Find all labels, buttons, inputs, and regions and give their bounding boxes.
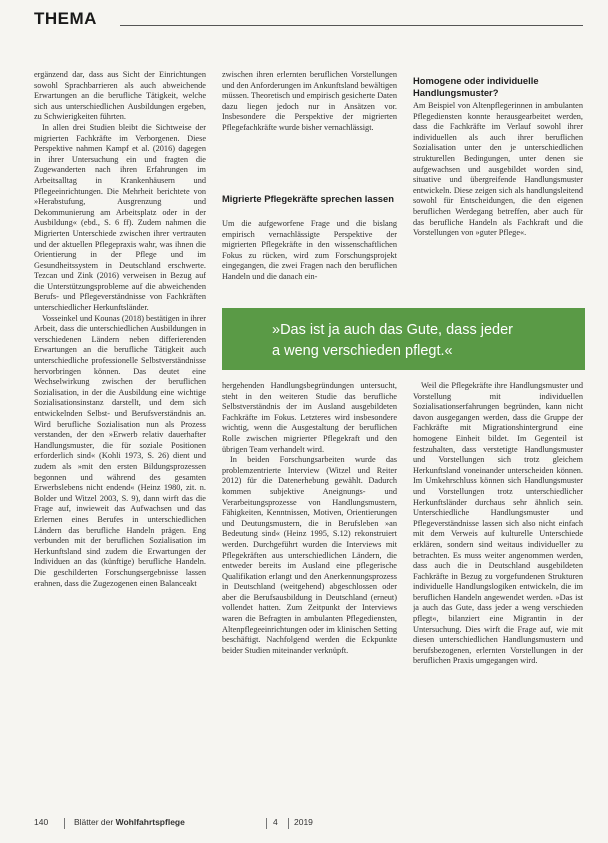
footer-divider — [288, 818, 289, 829]
text-column-2-mid — [222, 219, 397, 301]
journal-name — [74, 817, 185, 827]
paragraph: zwischen ihren erlernten beruflichen Vorstellungen und den Anforderungen im Ankunftsland bewältigen müssen. Theoretisch und empirisch gesicherte Daten dazu liegen jedoch nur in Ansätzen vor. Insbesondere die Perspektive der migrierten Pflegefachkräfte wurde bisher vernachlässigt. — [222, 70, 397, 132]
issue-year: 2019 — [294, 817, 313, 827]
footer-divider — [64, 818, 65, 829]
paragraph: In allen drei Studien bleibt die Sichtweise der migrierten Fachkräfte im Verborgenen. Diese Perspektive nahmen Kampf et al. (2016) dagegen in ihrer Untersuchung ein und fragten die Zugewanderten nach ihren Erfahrungen im Arbeitsalltag in Krankenhäusern und Pflegeeinrichtungen. Die Mehrheit berichtete von »Herabstufung, Ausgrenzung und Dekommunierung am Arbeitsplatz oder in der Ausbildung« (ebd., S. 6 ff). Zudem nahmen die Migrierten Unterschiede zwischen ihrer vertrauten und der aktuellen Pflegepraxis wahr, was ihnen die Orientierung in der Pflege und im Gesundheitssystem in Deutschland erschwerte. Tezcan und Zink (2016) verweisen in Bezug auf die Unterstützungsprobleme auf die abweichenden Berufs- und Pflegeverständnisse von Fachkräften unterschiedlicher Herkunftsländer. — [34, 122, 206, 313]
text-column-1 — [34, 70, 206, 812]
header-rule — [120, 25, 583, 26]
section-title: THEMA — [34, 9, 97, 28]
issue-number: 4 — [273, 817, 278, 827]
subheading-handlungsmuster: Homogene oder individuelle Handlungsmuster? — [413, 75, 539, 98]
paragraph: Vosseinkel und Kounas (2018) bestätigen in ihrer Arbeit, dass die unterschiedlichen Ausbildungen in verschiedenen Ländern neben differierenden Erwartungen an die berufliche Tätigkeit auch unterschiedliche professionelle Selbstverständnisse hervorbringen können. Das deutet eine Wechselwirkung zwischen der beruflichen Sozialisation, in der die Ausbildung eine wichtige Sozialisationsinstanz darstellt, und dem sich entwickelnden Selbst- und Berufsverständnis an. Wird berufliche Sozialisation nun als Prozess verstanden, der den »Erwerb relativ dauerhafter Handlungsmuster, die für soziale Positionen erforderlich sind« (Kohli 1973, S. 26) dient und zudem als »mit den ersten Bildungsprozessen begonnen und während des gesamten Erwerbslebens nicht endend« (Heinz 1980, zit. n. Bolder und Witzel 2003, S. 9), dann wirft das die Frage auf, inwieweit das Aufwachsen und das Erlernen eines Berufes in unterschiedlichen Ländern das berufliche Handeln prägen. Eng verbunden mit der beruflichen Sozialisation im Herkunftsland sind zudem die Erwartungen der Individuen an das (künftige) berufliche Handeln. Die geschilderten Forschungsergebnisse lassen erahnen, dass die Zugezogenen einen Balanceakt — [34, 313, 206, 588]
paragraph: Am Beispiel von Altenpflegerinnen in ambulanten Pflegediensten konnte herausgearbeitet werden, dass die Fachkräfte im Verlauf sowohl ihrer individuellen als auch ihrer beruflichen Sozialisation unter den je unterschiedlichen strukturellen Bedingungen, unter denen sie aufgewachsen und ausgebildet worden sind, situative und übergreifende Handlungsmuster entwickeln. Diese zeigen sich als handlungsleitend sowohl für Entscheidungen, die den eigenen beruflichen Werdegang betreffen, aber auch für das berufliche Handeln als Fachkraft und die Vorstellungen von »guter Pflege«. — [413, 101, 583, 238]
page-number: 140 — [34, 817, 49, 827]
paragraph: Weil die Pflegekräfte ihre Handlungsmuster und Vorstellung mit individuellen Sozialisationserfahrungen begründen, kann nicht davon ausgegangen werden, dass die Gruppe der Fachkräfte mit Migrationshintergrund eine homogene Einheit bildet. Im Gegenteil ist festzuhalten, dass verstetigte Handlungsmuster und Vorstellungen sich trotz gleichem Herkunftsland voneinander unterscheiden können. Im Umkehrschluss können sich Handlungsmuster und Vorstellungen trotz unterschiedlicher Herkunftsländer durchaus sehr ähnlich sein. Unterschiedliche Handlungsmuster und Pflegeverständnisse lassen sich also nicht einfach mit dem Verweis auf kulturelle Unterschiede erklären, sondern sind weitaus individueller zu betrachten. Es muss weiter angenommen werden, dass auch die in Deutschland ausgebildeten Fachkräfte in Bezug zu vorgefundenen Strukturen individuelle Handlungslogiken entwickeln, die im beruflichen Handeln angewendet werden. »Das ist ja auch das Gute, dass jeder a weng verschieden pflegt«, bilanziert eine Migrantin in der Untersuchung. Dies wirft die Frage auf, wie mit diesen unterschiedlichen Handlungsmustern und berufsbezogenen, erlernten Vorstellungen in der beruflichen Praxis umgegangen wird. — [413, 381, 583, 666]
subheading-migrierte-pflegekraefte: Migrierte Pflegekräfte sprechen lassen — [222, 193, 394, 204]
paragraph: hergehenden Handlungsbegründungen untersucht, steht in den weiteren Studie das berufliche Selbstverständnis der im Ausland ausgebildeten Fachkräfte im Fokus. Letzteres wird insbesondere wichtig, wenn die Ausgestaltung der beruflichen Rolle zwischen migrierter Pflegekraft und den übrigen Team verhandelt wird. — [222, 381, 397, 454]
journal-name-bold: Wohlfahrtspflege — [115, 817, 185, 827]
text-column-3-bottom — [413, 381, 583, 811]
paragraph: ergänzend dar, dass aus Sicht der Einrichtungen sowohl Sprachbarrieren als auch abweichende Erwartungen an die berufliche Tätigkeit, welche sich aus unterschiedlichen Ausbildungen ergeben, zu Schwierigkeiten führten. — [34, 70, 206, 122]
pull-quote-line: »Das ist ja auch das Gute, dass jeder — [272, 322, 513, 338]
text-column-3-top — [413, 101, 583, 301]
pull-quote — [272, 320, 572, 362]
pull-quote-line: a weng verschieden pflegt.« — [272, 343, 453, 359]
footer-divider — [266, 818, 267, 829]
page-footer — [34, 817, 583, 831]
journal-name-prefix: Blätter der — [74, 817, 116, 827]
text-column-2-top — [222, 70, 397, 186]
paragraph: In beiden Forschungsarbeiten wurde das problemzentrierte Interview (Witzel und Reiter 2012) für die Datenerhebung gewählt. Dadurch kommen subjektive Aneignungs- und Verarbeitungsprozesse von Handlungsmustern, Fähigkeiten, Kenntnissen, Motiven, Orientierungen und Deutungsmustern, die in Berufsleben »an Bedeutung sind« (Heinz 1995, S.12) rekonstruiert werden. Durchgeführt wurden die Interviews mit Pflegekräften aus unterschiedlichen Ländern, die entweder bereits im Ausland eine pflegerische Qualifikation erlangt und den Anerkennungsprozess in Deutschland (weitgehend) abgeschlossen oder aber die Berufsausbildung in Deutschland (erneut) vollendet hatten. Zum Zeitpunkt der Interviews waren die Befragten in ambulanten Pflegediensten, Altenpflegeeinrichtungen oder im klinischen Setting beschäftigt. Nachfolgend werden die Eckpunkte beider Studien miteinander verknüpft. — [222, 455, 397, 655]
text-column-2-bottom — [222, 381, 397, 811]
paragraph: Um die aufgeworfene Frage und die bislang empirisch vernachlässigte Perspektive der migrierten Pflegekräfte in den wissenschaftlichen Fokus zu rücken, wird zum Forschungsprojekt eingegangen, die zwei Fragen nach den beruflichen Handeln und die danach ein- — [222, 219, 397, 281]
